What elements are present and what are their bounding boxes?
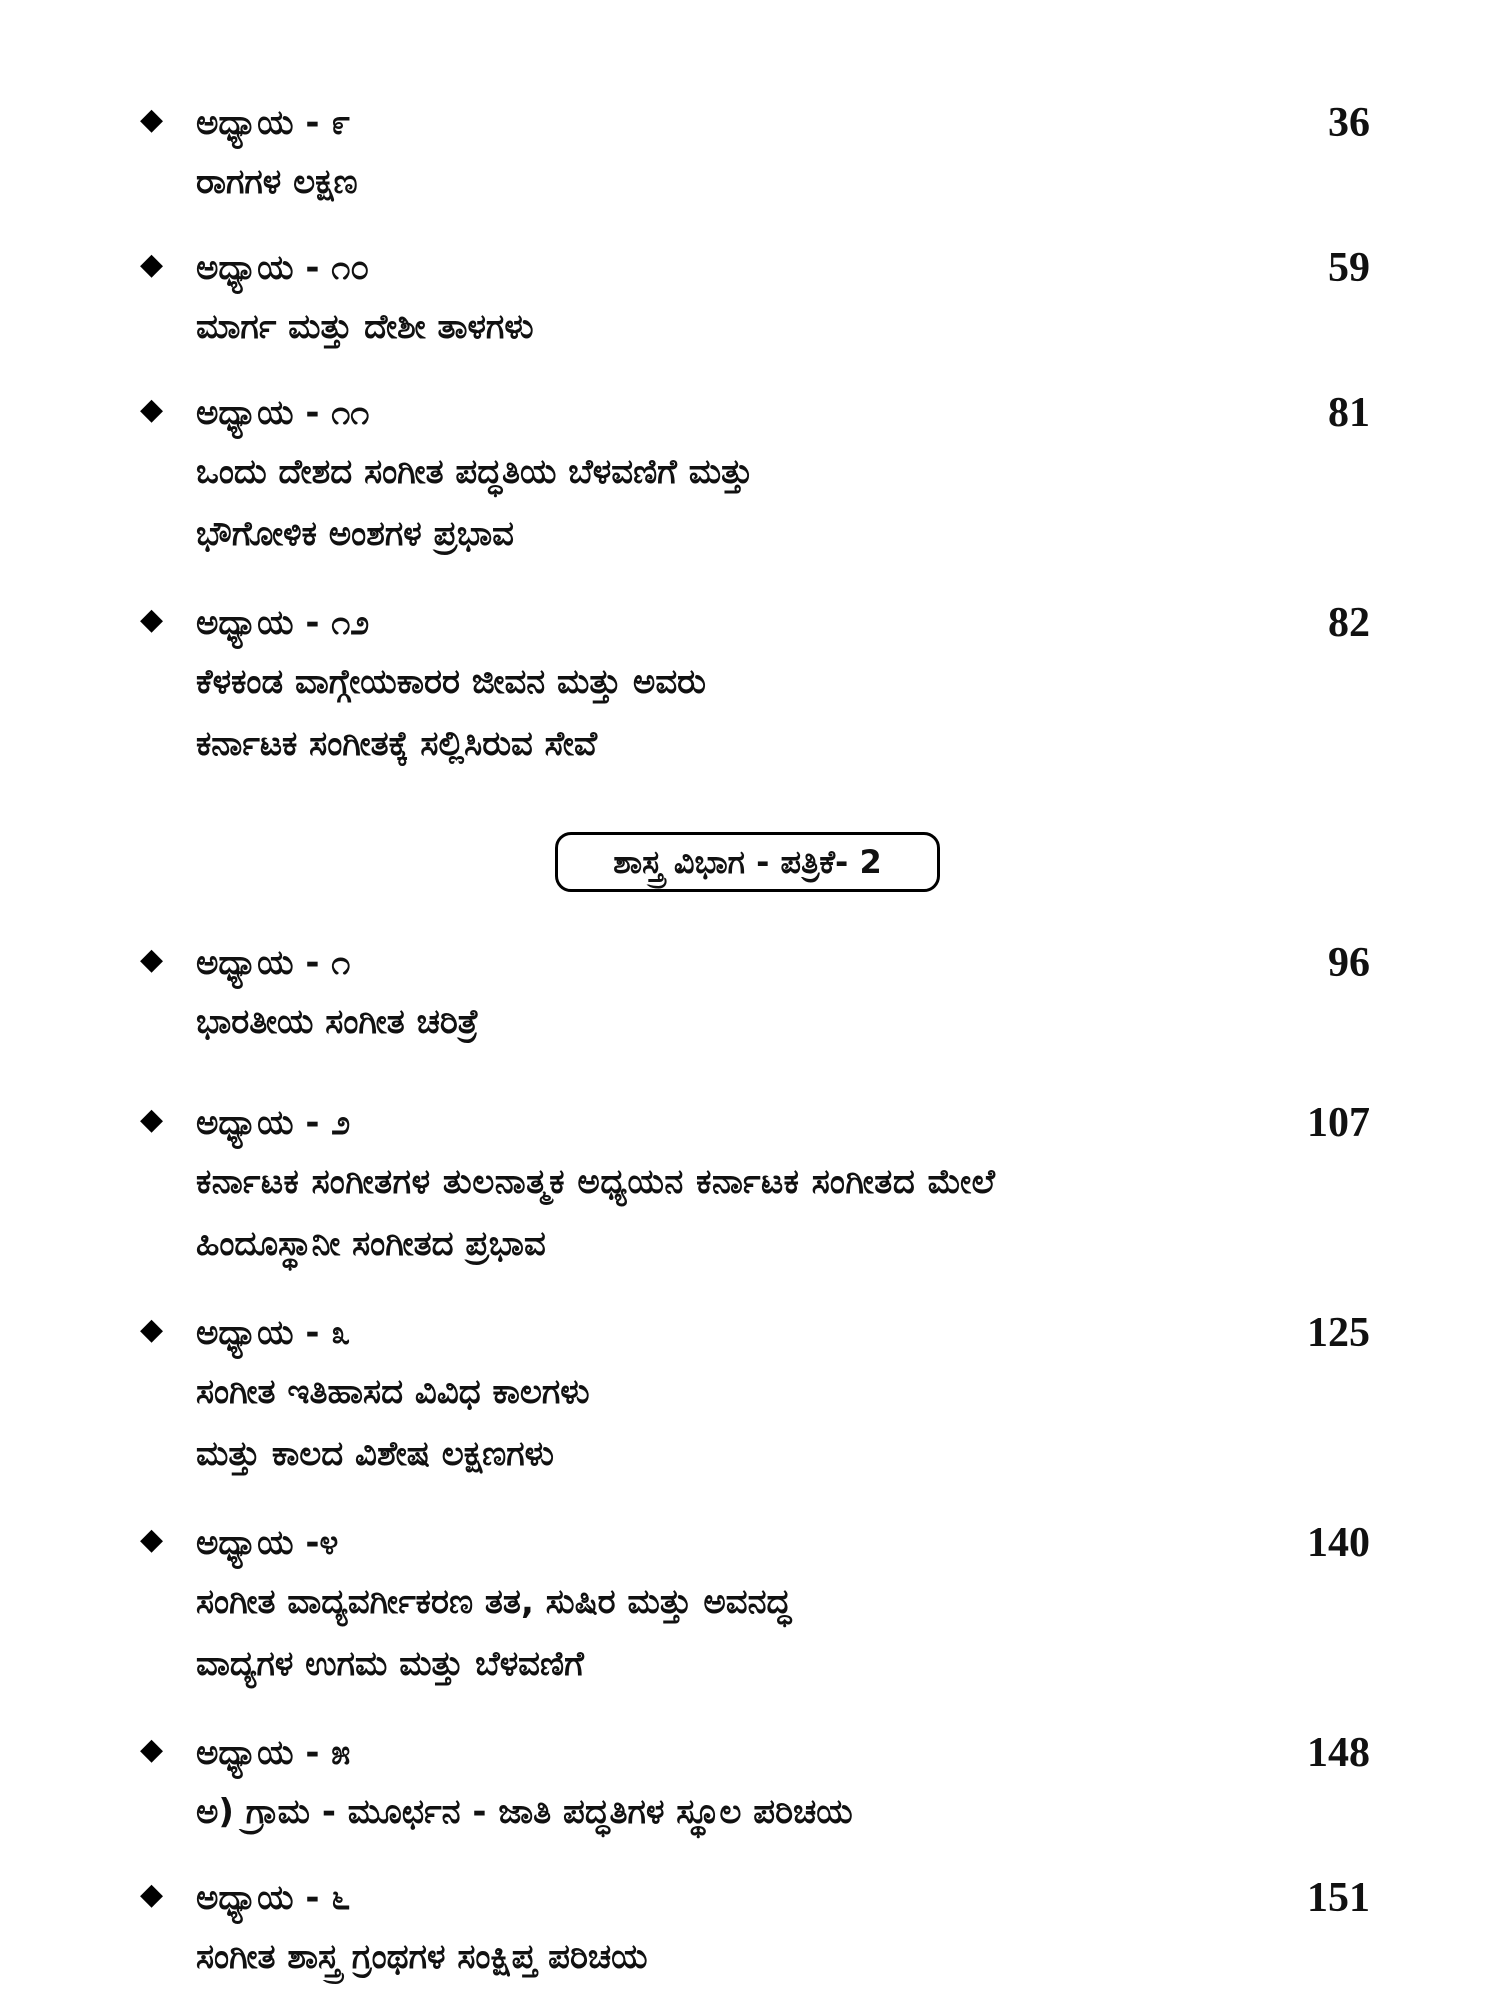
page-number: 36 bbox=[1328, 100, 1370, 146]
diamond-bullet-icon: ◆ bbox=[140, 1732, 164, 1767]
chapter-title-line: ರಾಗಗಳ ಲಕ್ಷಣ bbox=[196, 162, 358, 202]
toc-entry[interactable] bbox=[140, 1515, 1370, 1695]
toc-entry-head bbox=[140, 1305, 1370, 1361]
diamond-bullet-icon: ◆ bbox=[140, 392, 164, 427]
diamond-bullet-icon: ◆ bbox=[140, 1312, 164, 1347]
toc-entry[interactable] bbox=[140, 1725, 1370, 1843]
toc-entry-head bbox=[140, 385, 1370, 441]
chapter-label: ಅಧ್ಯಾಯ - ೧ bbox=[196, 943, 351, 983]
toc-entry[interactable] bbox=[140, 240, 1370, 358]
toc-entry[interactable] bbox=[140, 385, 1370, 565]
chapter-title-line: ಮತ್ತು ಕಾಲದ ವಿಶೇಷ ಲಕ್ಷಣಗಳು bbox=[196, 1434, 554, 1474]
diamond-bullet-icon: ◆ bbox=[140, 1877, 164, 1912]
page-number: 81 bbox=[1328, 390, 1370, 436]
page-number: 151 bbox=[1307, 1875, 1370, 1921]
page-number: 82 bbox=[1328, 600, 1370, 646]
chapter-title-line: ಭಾರತೀಯ ಸಂಗೀತ ಚರಿತ್ರೆ bbox=[196, 1002, 479, 1042]
toc-entry-head bbox=[140, 1095, 1370, 1151]
section-header-badge: ಶಾಸ್ತ್ರ ವಿಭಾಗ - ಪತ್ರಿಕೆ- 2 bbox=[555, 832, 940, 892]
toc-entry[interactable] bbox=[140, 935, 1370, 1053]
toc-entry-head bbox=[140, 1870, 1370, 1926]
chapter-label: ಅಧ್ಯಾಯ - ೨ bbox=[196, 1103, 351, 1143]
toc-entry[interactable] bbox=[140, 595, 1370, 775]
page-number: 107 bbox=[1307, 1100, 1370, 1146]
chapter-title-line: ಭೌಗೋಳಿಕ ಅಂಶಗಳ ಪ್ರಭಾವ bbox=[196, 514, 514, 554]
toc-entry-head bbox=[140, 240, 1370, 296]
chapter-label: ಅಧ್ಯಾಯ - ೧೦ bbox=[196, 248, 370, 288]
page-number: 148 bbox=[1307, 1730, 1370, 1776]
toc-entry[interactable] bbox=[140, 1305, 1370, 1485]
chapter-title-line: ಸಂಗೀತ ಇತಿಹಾಸದ ವಿವಿಧ ಕಾಲಗಳು bbox=[196, 1372, 590, 1412]
diamond-bullet-icon: ◆ bbox=[140, 1102, 164, 1137]
diamond-bullet-icon: ◆ bbox=[140, 102, 164, 137]
chapter-title-line: ಕರ್ನಾಟಕ ಸಂಗೀತಕ್ಕೆ ಸಲ್ಲಿಸಿರುವ ಸೇವೆ bbox=[196, 724, 598, 764]
page-number: 125 bbox=[1307, 1310, 1370, 1356]
toc-entry-head bbox=[140, 595, 1370, 651]
chapter-label: ಅಧ್ಯಾಯ - ೯ bbox=[196, 103, 351, 143]
chapter-title-line: ಅ) ಗ್ರಾಮ - ಮೂರ್ಛನ - ಜಾತಿ ಪದ್ಧತಿಗಳ ಸ್ಥೂಲ ಪರಿಚಯ bbox=[196, 1792, 853, 1832]
chapter-label: ಅಧ್ಯಾಯ - ೧೨ bbox=[196, 603, 370, 643]
chapter-label: ಅಧ್ಯಾಯ - ೩ bbox=[196, 1313, 351, 1353]
chapter-title-line: ಕರ್ನಾಟಕ ಸಂಗೀತಗಳ ತುಲನಾತ್ಮಕ ಅಧ್ಯಯನ ಕರ್ನಾಟಕ ಸಂಗೀತದ ಮೇಲೆ bbox=[196, 1162, 996, 1202]
chapter-title-line: ಸಂಗೀತ ಶಾಸ್ತ್ರ ಗ್ರಂಥಗಳ ಸಂಕ್ಷಿಪ್ತ ಪರಿಚಯ bbox=[196, 1937, 648, 1977]
toc-entry[interactable] bbox=[140, 95, 1370, 213]
chapter-label: ಅಧ್ಯಾಯ - ೧೧ bbox=[196, 393, 370, 433]
chapter-label: ಅಧ್ಯಾಯ -೪ bbox=[196, 1523, 339, 1563]
chapter-title-line: ಒಂದು ದೇಶದ ಸಂಗೀತ ಪದ್ಧತಿಯ ಬೆಳವಣಿಗೆ ಮತ್ತು bbox=[196, 452, 753, 492]
toc-entry-head bbox=[140, 1515, 1370, 1571]
chapter-title-line: ಹಿಂದೂಸ್ಥಾನೀ ಸಂಗೀತದ ಪ್ರಭಾವ bbox=[196, 1224, 546, 1264]
page-number: 59 bbox=[1328, 245, 1370, 291]
diamond-bullet-icon: ◆ bbox=[140, 602, 164, 637]
chapter-title-line: ಮಾರ್ಗ ಮತ್ತು ದೇಶೀ ತಾಳಗಳು bbox=[196, 307, 534, 347]
diamond-bullet-icon: ◆ bbox=[140, 942, 164, 977]
diamond-bullet-icon: ◆ bbox=[140, 1522, 164, 1557]
toc-entry-head bbox=[140, 935, 1370, 991]
diamond-bullet-icon: ◆ bbox=[140, 247, 164, 282]
page-number: 96 bbox=[1328, 940, 1370, 986]
page-number: 140 bbox=[1307, 1520, 1370, 1566]
chapter-label: ಅಧ್ಯಾಯ - ೫ bbox=[196, 1733, 351, 1773]
chapter-title-line: ಕೆಳಕಂಡ ವಾಗ್ಗೇಯಕಾರರ ಜೀವನ ಮತ್ತು ಅವರು bbox=[196, 662, 706, 702]
chapter-title-line: ಸಂಗೀತ ವಾದ್ಯವರ್ಗೀಕರಣ ತತ, ಸುಷಿರ ಮತ್ತು ಅವನದ್ಧ bbox=[196, 1582, 792, 1622]
toc-entry[interactable] bbox=[140, 1095, 1370, 1275]
chapter-title-line: ವಾದ್ಯಗಳ ಉಗಮ ಮತ್ತು ಬೆಳವಣಿಗೆ bbox=[196, 1644, 584, 1684]
toc-entry-head bbox=[140, 1725, 1370, 1781]
toc-entry[interactable] bbox=[140, 1870, 1370, 1988]
chapter-label: ಅಧ್ಯಾಯ - ೬ bbox=[196, 1878, 351, 1918]
toc-entry-head bbox=[140, 95, 1370, 151]
